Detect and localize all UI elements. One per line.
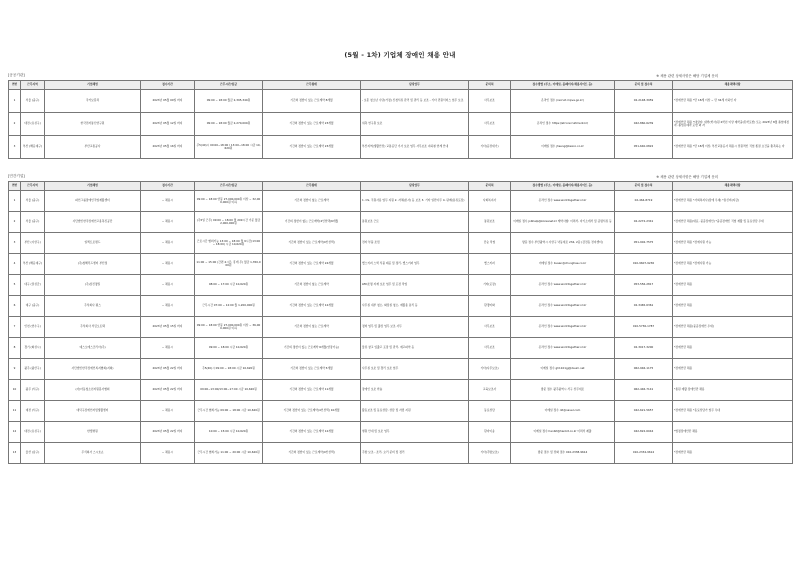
cell-employment-type: 기간의 정함이 있는 근로계약(4인선택)	[263, 233, 361, 254]
column-header-benefits: 채용혜택사항	[673, 182, 793, 191]
column-header-contact: 문의 및 접수처	[615, 81, 673, 90]
cell-company: 사단법인한국장애인복지협회(지회)	[45, 359, 141, 380]
cell-region: 경기 (화성시)	[21, 338, 45, 359]
public-jobs-table	[8, 80, 793, 159]
table-row	[9, 254, 793, 275]
cell-job-type: 기타(포장)	[469, 275, 511, 296]
cell-region: 대전 (서구)	[21, 401, 45, 422]
cell-no: 8	[9, 338, 21, 359]
cell-employment-type: 기간의 정함이 있는 근로계약 11개월	[263, 380, 361, 401]
cell-region: 서울 (중구)	[21, 191, 45, 212]
cell-duties: 사무실 내부 청소, 화장실 청소, 재활용 분리 등	[361, 296, 469, 317]
table-row	[9, 113, 793, 136]
table-row	[9, 359, 793, 380]
cell-apply-method: 온라인 접수 www.worktogether.or.kr	[511, 338, 615, 359]
cell-apply-method: 온라인 접수 (recruit.mpva.go.kr)	[511, 90, 615, 113]
cell-period: 2023년 05월 12일 까지	[141, 113, 195, 136]
cell-duties: 병원 안내 및 보조 업무	[361, 422, 469, 443]
cell-benefits: *장애인만 채용	[673, 338, 793, 359]
cell-hours-wage: 주5(40)시 09:00 ~ 18:00 시급 10,620원	[195, 359, 263, 380]
cell-employment-type: 기간의 정함이 없는 근로계약	[263, 317, 361, 338]
table-row	[9, 90, 793, 113]
cell-apply-method: 방문 접수 광주광역시 서구 상무대로	[511, 380, 615, 401]
cell-company: (주)청해푸드센터 부산점	[45, 254, 141, 275]
cell-region: 광주 (서구)	[21, 380, 45, 401]
cell-benefits: *장애인만 채용 *동료상담가 업무 우대	[673, 401, 793, 422]
cell-contact: 010-2334-9614	[615, 443, 673, 464]
cell-benefits: *장애인만 채용 *사회복지사(장애 우대) *통신비(지급)	[673, 191, 793, 212]
private-jobs-table	[8, 181, 793, 464]
cell-duties: 헬스키퍼 스낵 식품 제공 및 정리, 헬스키퍼 업무	[361, 254, 469, 275]
cell-employment-type: 기간의 정함이 있는 근로계약 24개월	[263, 254, 361, 275]
cell-job-type: 통원보조	[469, 212, 511, 233]
cell-no: 3	[9, 233, 21, 254]
table-header-row	[9, 81, 793, 90]
cell-hours-wage: 09:00 ~ 18:00 월급 2,270,000원	[195, 113, 263, 136]
cell-contact: 053-556-2817	[615, 275, 673, 296]
cell-benefits: *장애인만 채용 *만 18세 이상 ~ 만 34세 이하인 자	[673, 90, 793, 113]
table-row	[9, 380, 793, 401]
cell-employment-type: 기간의 정함이 없는 근로계약	[263, 275, 361, 296]
cell-duties: 1. CS, 직원사용 업무 지원 2. 자체(본사) 등 보조 3. 기타 일반사무 4. 판매(분류포장)	[361, 191, 469, 212]
cell-duties: LED조명 자재 보조 업무 및 포장 작업	[361, 275, 469, 296]
cell-hours-wage: 주5(40)시 09:00~18:00 / 13:00~18:00 시급 10,620원	[195, 136, 263, 159]
cell-company: 국가보훈처	[45, 90, 141, 113]
cell-job-type: 환경미화	[469, 296, 511, 317]
cell-benefits: *장애인만 채용	[673, 359, 793, 380]
cell-duties: 통원보조 근로	[361, 212, 469, 233]
cell-no: 2	[9, 113, 21, 136]
cell-company: 주식회사 서림오토텍	[45, 317, 141, 338]
column-header-no: 연번	[9, 81, 21, 90]
cell-apply-method: 이메일 접수 dd@naver.com	[511, 401, 615, 422]
cell-employment-type: 기간의 정함이 있는 근로계약(4인선택) 10개월	[263, 401, 361, 422]
cell-benefits: *통원 재활 장애인만 채용	[673, 380, 793, 401]
cell-company: (사)아동청소년자원봉사협회	[45, 380, 141, 401]
cell-employment-type: 기간의 정함이 있는 근로계약 23개월	[263, 113, 361, 136]
cell-no: 9	[9, 359, 21, 380]
cell-company: 사단법인한국장애인고용촉진공단	[45, 212, 141, 233]
column-header-duties: 담당업무	[361, 81, 469, 90]
cell-no: 5	[9, 275, 21, 296]
cell-period: ~ 채용시	[141, 338, 195, 359]
cell-hours-wage: 09:00 ~ 18:00 연봉 27,000,000원 이상 ~ 36,000,000원 이하	[195, 317, 263, 338]
cell-period: 2023년 05월 09일 까지	[141, 90, 195, 113]
cell-job-type: 기타(운전대기)	[469, 136, 511, 159]
cell-employment-type: 기간의 정함이 있는 근로계약 23개월	[263, 136, 361, 159]
column-header-contact: 문의 및 접수처	[615, 182, 673, 191]
cell-period: 2023년 05월 22일 까지	[141, 380, 195, 401]
column-header-benefits: 채용혜택사항	[673, 81, 793, 90]
cell-job-type: 교육보조사	[469, 380, 511, 401]
cell-apply-method: 이메일 접수 hanbit@hanbit.co.kr 이력서 제출	[511, 422, 615, 443]
column-header-region: 근무지역	[21, 182, 45, 191]
cell-region: 울산 (남구)	[21, 443, 45, 464]
table-row	[9, 233, 793, 254]
cell-duties: 위촉 연구원 보조	[361, 113, 469, 136]
cell-hours-wage: 11:00 ~ 15:00 (간편 4시간, 휴게 무) 월급 1,350,000원	[195, 254, 263, 275]
cell-employment-type: 기간의 정함이 있는 근로계약 12개월	[263, 422, 361, 443]
table-row	[9, 317, 793, 338]
cell-hours-wage: 09:00 ~ 18:00 연봉 27,000,000원 이상 ~ 32,000,000원 이하	[195, 191, 263, 212]
cell-employment-type: 기간의 정함이 있는 근로계약 8개월	[263, 90, 361, 113]
cell-company: 주식회사 스시호쇼	[45, 443, 141, 464]
cell-duties: 물류 창고 입출고 포장 및 관리, 재고파악 등	[361, 338, 469, 359]
cell-period: ~ 채용시	[141, 254, 195, 275]
cell-hours-wage: 09:00 ~ 18:00 월급 2,395,340원	[195, 90, 263, 113]
table-row	[9, 422, 793, 443]
cell-hours-wage: 08:00 ~ 17:00 시급 10,620원	[195, 275, 263, 296]
cell-job-type: 사무보조	[469, 338, 511, 359]
column-header-employment-type: 근무형태	[263, 81, 361, 90]
cell-region: 인천 (연수구)	[21, 317, 45, 338]
cell-company: 파인그룹장애인직업재활센터	[45, 191, 141, 212]
cell-no: 1	[9, 90, 21, 113]
cell-duties: 부산지역(생활안전) 교통공단 기사 보조 업무 사무보조 지하철 연계 안내	[361, 136, 469, 159]
cell-period: ~ 채용시	[141, 275, 195, 296]
document-title: (5월 - 1차) 기업체 장애인 채용 안내	[344, 51, 456, 59]
cell-duties: 전자 부품 조립	[361, 233, 469, 254]
cell-contact: 02-3017-3200	[615, 338, 673, 359]
cell-no: 3	[9, 136, 21, 159]
cell-no: 1	[9, 191, 21, 212]
cell-no: 6	[9, 296, 21, 317]
cell-period: 2023년 05월 16일 까지	[141, 136, 195, 159]
cell-period: 2023년 05월 22일 까지	[141, 422, 195, 443]
cell-duties: 활동보조 및 동료상담, 상담 및 자립 지원	[361, 401, 469, 422]
cell-benefits: *장애인만 채용 *장애사원 가능	[673, 254, 793, 275]
cell-no: 4	[9, 254, 21, 275]
cell-benefits: *장애인만 채용(중증장애인 우대)	[673, 317, 793, 338]
section-label-private: [민간기업]	[8, 174, 25, 178]
cell-apply-method: 이메일 접수 gh1101gj@daum.net	[511, 359, 615, 380]
cell-apply-method: 온라인 접수 www.worktogether.or.kr	[511, 296, 615, 317]
cell-company: 대덕구장애인자립생활센터	[45, 401, 141, 422]
cell-job-type: 사무보조	[469, 317, 511, 338]
cell-benefits: *장애인만 채용(대표, 중증장애인) *중증장애인 직업 재활 및 동료상담 우대	[673, 212, 793, 233]
cell-region: 부산 (해운대구)	[21, 136, 45, 159]
cell-period: 2023년 05월 22일 까지	[141, 359, 195, 380]
cell-contact: 062-446-7141	[615, 380, 673, 401]
cell-apply-method: 온라인 접수 https://etri.recruitment.kr/	[511, 113, 615, 136]
cell-employment-type: 기간의 정함이 없는 근로계약	[263, 191, 361, 212]
cell-employment-type: 기간의 정함이 없는 근로계약(4인선택)6개월	[263, 212, 361, 233]
column-header-period: 접수기간	[141, 182, 195, 191]
cell-benefits: *장애인만 채용	[673, 296, 793, 317]
cell-region: 부산 (해운대구)	[21, 254, 45, 275]
cell-period: 2023년 05월 15일 까지	[141, 317, 195, 338]
cell-contact: 042-621-5657	[615, 401, 673, 422]
cell-job-type: 동료상담	[469, 401, 511, 422]
cell-apply-method: 방문 접수 및 전화 접수 010-2338-9614	[511, 443, 615, 464]
column-header-job-type: 문의처	[469, 182, 511, 191]
column-header-region: 근무지역	[21, 81, 45, 90]
cell-employment-type: 기간의 정함이 있는 근로계약 5개월	[263, 359, 361, 380]
cell-benefits: *장애인만 채용	[673, 275, 793, 296]
cell-contact: 062-946-1175	[615, 359, 673, 380]
cell-employment-type: 기간의 정함이 있는 근로계약 6개월(연장가능)	[263, 338, 361, 359]
cell-region: 대전 (유성구)	[21, 113, 45, 136]
cell-contact: 02-3465-6361	[615, 296, 673, 317]
cell-duties: 사무실 보조 및 경리 보조 업무	[361, 359, 469, 380]
cell-company: (주)삼진정밀	[45, 275, 141, 296]
cell-duties: 주방 보조 - 조리, 요리 준비 및 정리	[361, 443, 469, 464]
column-header-company: 기업체명	[45, 81, 141, 90]
table-row	[9, 136, 793, 159]
cell-employment-type: 기간의 정함이 있는 근로계약 12개월	[263, 296, 361, 317]
cell-benefits: *장애인만 채용	[673, 443, 793, 464]
cell-job-type: 사무보조	[469, 90, 511, 113]
section-label-public: [공공기관]	[8, 73, 25, 77]
column-header-apply-method: 접수방법 (주소, 이메일, 홈페이지/채용사이트 등)	[511, 182, 615, 191]
table-header-row	[9, 182, 793, 191]
cell-employment-type: 기간의 정함이 있는 근로계약(4인선택)	[263, 443, 361, 464]
cell-hours-wage: 09:00~13:00/13:00~17:00 시급 10,620원	[195, 380, 263, 401]
cell-no: 13	[9, 443, 21, 464]
cell-no: 12	[9, 422, 21, 443]
cell-benefits: *법정장애인만 채용	[673, 422, 793, 443]
column-header-period: 접수기간	[141, 81, 195, 90]
cell-company: 주식회사 펄스	[45, 296, 141, 317]
cell-region: 서울 (중구)	[21, 90, 45, 113]
column-header-hours-wage: 근무시간/임금	[195, 182, 263, 191]
cell-period: ~ 채용시	[141, 443, 195, 464]
cell-hours-wage: 09:00 ~ 18:00 시급 10,620원	[195, 338, 263, 359]
cell-company: 일렉트로랜드	[45, 233, 141, 254]
cell-period: ~ 채용시	[141, 401, 195, 422]
cell-apply-method: 이메일 접수 jhseng@bexco.co.kr	[511, 136, 615, 159]
cell-contact: 051-902-7575	[615, 233, 673, 254]
cell-no: 7	[9, 317, 21, 338]
cell-job-type: 기타(사무보조)	[469, 359, 511, 380]
cell-hours-wage: 근무시간 07:00 ~ 12:00 월 1,200,000원	[195, 296, 263, 317]
cell-company: 부산교통공사	[45, 136, 141, 159]
cell-region: 대전 (유성구)	[21, 422, 45, 443]
section-note-private: ※ 채용 관련 상세사항은 해당 기업체 문의	[656, 175, 718, 179]
cell-contact: 02-2272-2341	[615, 212, 673, 233]
cell-apply-method: 온라인 접수 www.worktogether.or.kr	[511, 317, 615, 338]
column-header-apply-method: 접수방법 (주소, 이메일, 홈페이지/채용사이트 등)	[511, 81, 615, 90]
cell-contact: 051-640-0822	[615, 136, 673, 159]
cell-region: 부산 (사상구)	[21, 233, 45, 254]
cell-hours-wage: 근무시간 협의가능 11:00 ~ 20:00 시급 10,620원	[195, 443, 263, 464]
cell-no: 10	[9, 380, 21, 401]
cell-apply-method: 온라인 접수 www.worktogether.or.kr	[511, 191, 615, 212]
cell-job-type: 헬스키퍼	[469, 254, 511, 275]
cell-apply-method: 온라인 접수 www.worktogether.or.kr	[511, 275, 615, 296]
cell-contact: 02-464-8719	[615, 191, 673, 212]
cell-apply-method: 이메일 접수 busan@chunghae.co.kr	[511, 254, 615, 275]
cell-period: ~ 채용시	[141, 212, 195, 233]
cell-job-type: 기타(주방보조)	[469, 443, 511, 464]
table-row	[9, 212, 793, 233]
cell-contact: 042-860-6239	[615, 113, 673, 136]
cell-hours-wage: (주5일 근무) 09:00 ~ 18:00 월 209시간 기준 월급 2,000,000원	[195, 212, 263, 233]
table-row	[9, 443, 793, 464]
cell-company: 예스오에스코리아(주)	[45, 338, 141, 359]
column-header-duties: 담당업무	[361, 182, 469, 191]
cell-apply-method: 이메일 접수 jobhelp@koreanet.kr 계약사항: 이력서, 자기소개서 및 증명서류 등	[511, 212, 615, 233]
cell-contact: 010-9607-9236	[615, 254, 673, 275]
cell-duties: - 보훈 청소년 수당(가정) 신청서류 관리 및 관리 등 보조 - 기타 민원서비스 업무 보조	[361, 90, 469, 113]
cell-benefits: *장애인만 채용 *대상자: 대학(학사)원 2학년 이상 재학중(휴학포함) 또는 2023년 8월 졸업예정자, 졸업유예자 포함 외 자	[673, 113, 793, 136]
cell-job-type: 환자이송	[469, 422, 511, 443]
column-header-no: 연번	[9, 182, 21, 191]
cell-region: 광주 (광산구)	[21, 359, 45, 380]
cell-no: 11	[9, 401, 21, 422]
cell-job-type: 사무보조	[469, 113, 511, 136]
cell-period: ~ 채용시	[141, 296, 195, 317]
cell-hours-wage: 10:00 ~ 15:00 시급 10,620원	[195, 422, 263, 443]
cell-company: 한빛병원	[45, 422, 141, 443]
cell-no: 2	[9, 212, 21, 233]
cell-apply-method: 방문 접수 부산광역시 사상구 낙동대로 234, 2층 (감전동 전자센터)	[511, 233, 615, 254]
cell-benefits: *장애인만 채용 *장애사원 가능	[673, 233, 793, 254]
cell-period: ~ 채용시	[141, 233, 195, 254]
section-note-public: ※ 채용 관련 상세사항은 해당 기업체 문의	[656, 74, 718, 78]
cell-region: 대구 (중구)	[21, 296, 45, 317]
cell-duties: 장애인 보조 학습	[361, 380, 469, 401]
cell-hours-wage: 근로시간 협의가능 13:00 ~ 18:00 월 9시간(13:00 ~ 18:00) 시급 10,620원	[195, 233, 263, 254]
cell-region: 서울 (중구)	[21, 212, 45, 233]
cell-hours-wage: 근무시간 협의가능 09:00 ~ 18:00 시급 10,620원	[195, 401, 263, 422]
table-row	[9, 338, 793, 359]
table-row	[9, 275, 793, 296]
table-row	[9, 401, 793, 422]
cell-contact: 042-822-6044	[615, 422, 673, 443]
cell-benefits: *장애인만 채용 *만 18세 이상, 부산교통공사 채용시 전원적인 직업 종결 요건을 충족하는 자	[673, 136, 793, 159]
column-header-hours-wage: 근무시간/임금	[195, 81, 263, 90]
table-row	[9, 296, 793, 317]
column-header-company: 기업체명	[45, 182, 141, 191]
cell-duties: 정비 업무 및 출장 업무 보조 사무	[361, 317, 469, 338]
cell-period: ~ 채용시	[141, 191, 195, 212]
cell-contact: 010-5736-1787	[615, 317, 673, 338]
cell-job-type: 단순 작업	[469, 233, 511, 254]
cell-contact: 02-2148-3959	[615, 90, 673, 113]
cell-company: 한국전자통신연구원	[45, 113, 141, 136]
column-header-job-type: 문의처	[469, 81, 511, 90]
column-header-employment-type: 근무형태	[263, 182, 361, 191]
cell-region: 대구 (달성군)	[21, 275, 45, 296]
cell-job-type: 사회복지사	[469, 191, 511, 212]
table-row	[9, 191, 793, 212]
